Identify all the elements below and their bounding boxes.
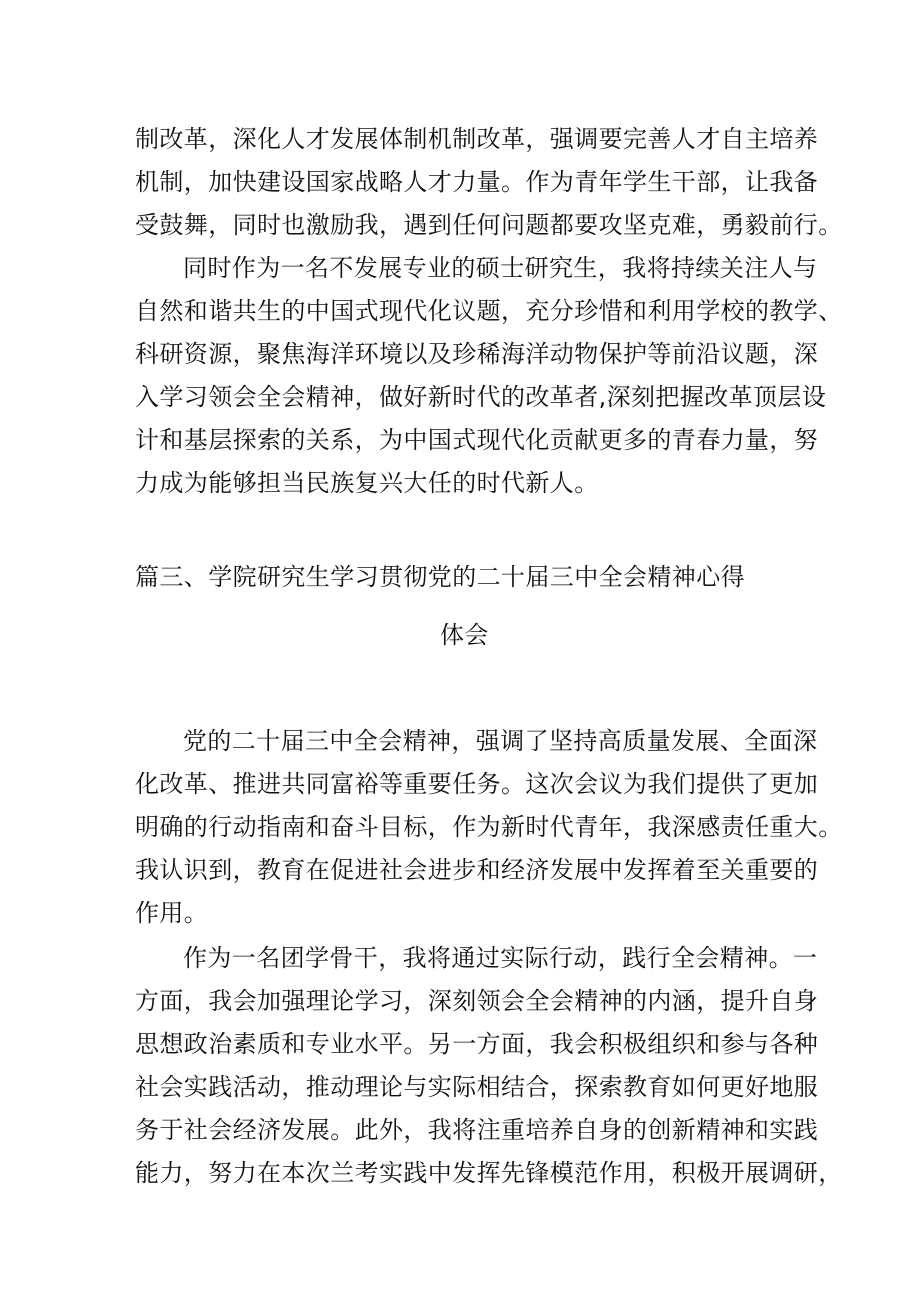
paragraph-line: 作为一名团学骨干，我将通过实际行动，践行全会精神。一 bbox=[183, 944, 818, 972]
paragraph-line: 社会实践活动，推动理论与实际相结合，探索教育如何更好地服 bbox=[135, 1073, 819, 1101]
paragraph-line: 作用。 bbox=[135, 899, 209, 927]
paragraph-line: 务于社会经济发展。此外，我将注重培养自身的创新精神和实践 bbox=[135, 1116, 819, 1144]
paragraph-line: 方面，我会加强理论学习，深刻领会全会精神的内涵，提升自身 bbox=[135, 987, 819, 1015]
paragraph-line: 自然和谐共生的中国式现代化议题，充分珍惜和利用学校的教学、 bbox=[135, 297, 843, 325]
paragraph-line: 我认识到，教育在促进社会进步和经济发展中发挥着至关重要的 bbox=[135, 856, 819, 884]
section-heading: 篇三、学院研究生学习贯彻党的二十届三中全会精神心得 bbox=[135, 563, 745, 591]
paragraph-line: 化改革、推进共同富裕等重要任务。这次会议为我们提供了更加 bbox=[135, 770, 819, 798]
paragraph-line: 计和基层探索的关系，为中国式现代化贡献更多的青春力量，努 bbox=[135, 426, 819, 454]
paragraph-line: 明确的行动指南和奋斗目标，作为新时代青年，我深感责任重大。 bbox=[135, 813, 843, 841]
paragraph-line: 制改革，深化人才发展体制机制改革，强调要完善人才自主培养 bbox=[135, 125, 819, 153]
paragraph-line: 能力，努力在本次兰考实践中发挥先锋模范作用，积极开展调研， bbox=[135, 1159, 843, 1187]
paragraph-line: 科研资源，聚焦海洋环境以及珍稀海洋动物保护等前沿议题，深 bbox=[135, 340, 819, 368]
paragraph-line: 党的二十届三中全会精神，强调了坚持高质量发展、全面深 bbox=[183, 727, 818, 755]
paragraph-line: 机制，加快建设国家战略人才力量。作为青年学生干部，让我备 bbox=[135, 168, 819, 196]
paragraph-line: 入学习领会全会精神，做好新时代的改革者,深刻把握改革顶层设 bbox=[135, 383, 827, 411]
section-heading-continued: 体会 bbox=[440, 621, 489, 649]
paragraph-line: 受鼓舞，同时也激励我，遇到任何问题都要攻坚克难，勇毅前行。 bbox=[135, 211, 843, 239]
paragraph-line: 同时作为一名不发展专业的硕士研究生，我将持续关注人与 bbox=[183, 254, 818, 282]
paragraph-line: 力成为能够担当民族复兴大任的时代新人。 bbox=[135, 469, 599, 497]
paragraph-line: 思想政治素质和专业水平。另一方面，我会积极组织和参与各种 bbox=[135, 1030, 819, 1058]
